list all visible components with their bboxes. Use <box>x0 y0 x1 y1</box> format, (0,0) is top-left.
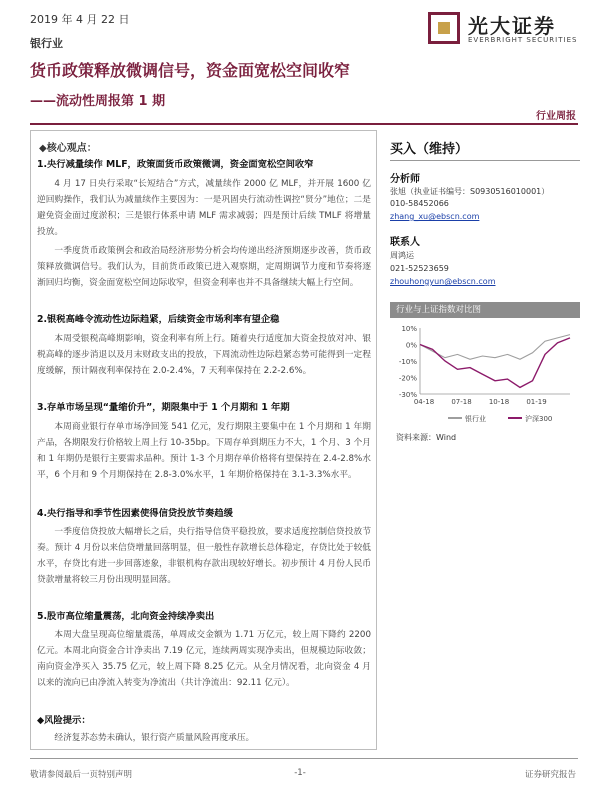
sector-label: 银行业 <box>30 37 63 50</box>
report-date: 2019 年 4 月 22 日 <box>30 13 130 26</box>
section-heading-2: 2.银税高峰令流动性边际趋紧，后续资金市场利率有望企稳 <box>37 314 280 325</box>
risk-text: 经济复苏态势未确认，银行资产质量风险再度承压。 <box>54 733 255 743</box>
section-1-paragraph-1: 4 月 17 日央行采取“长短结合”方式，减量续作 2000 亿 MLF，并开展 1600 亿逆回购操作，我们认为减量续作主要因为：一是巩固央行流动性调控“贤分”地位；二是避免资金面过度淤积；三是银行体系申请 MLF 需求减弱；四是预计后续 TMLF 将增量投放。 <box>37 179 371 237</box>
section-heading-5: 5.股市高位缩量震荡，北向资金持续净卖出 <box>37 611 215 622</box>
chart-source: 资料来源：Wind <box>396 433 457 442</box>
analyst-heading: 分析师 <box>390 174 420 185</box>
contact-heading: 联系人 <box>390 237 420 248</box>
chart-x-tick-label: 01-19 <box>526 398 547 406</box>
contact-name: 周鸿运 <box>390 251 414 260</box>
chart-y-tick-label: 0% <box>405 341 417 350</box>
footer-report-label: 证券研究报告 <box>524 770 576 780</box>
risk-label: ◆风险提示： <box>37 715 91 726</box>
section-2-paragraph-1: 本周受银税高峰期影响，资金利率有所上行。随着央行适度加大资金投放对冲、银税高峰的逐步消退以及月末财政支出的投放，下周流动性边际趋紧态势可能得到一定程度缓解，预计隔夜利率保持在 2.0-2.4%，7 天利率保持在 2.2-2.6%。 <box>37 334 371 376</box>
chart-x-tick-label: 04-18 <box>413 398 435 406</box>
core-views-box <box>30 130 377 750</box>
company-logo <box>428 10 578 50</box>
chart-x-tick-label: 10-18 <box>488 398 510 406</box>
analyst-email-link[interactable]: zhang_xu@ebscn.com <box>390 212 480 221</box>
section-5-paragraph-1: 本周大盘呈现高位缩量震荡，单周成交金额为 1.71 万亿元，较上周下降约 2200 亿元。本周北向资金合计净卖出 7.19 亿元，连续两周实现净卖出，但规模边际收敛；南向资金净买入 35.75 亿元，较上周下降 8.25 亿元。从全月情况看，北向资金 4 月以来的流向已由净流入转变为净流出（共计净流出：92.11 亿元）。 <box>37 630 371 688</box>
report-subtitle: ——流动性周报第 1 期 <box>30 94 166 109</box>
chart-series-line <box>420 338 570 388</box>
logo-english-text: EVERBRIGHT SECURITIES <box>468 36 578 44</box>
chart-series-line <box>420 335 570 360</box>
section-4-paragraph-1: 一季度信贷投放大幅增长之后，央行指导信贷平稳投放，要求适度控制信贷投放节奏。预计 4 月份以来信贷增量回落明显，但一般性存款增长总体稳定，存贷比处于较低水平，存贷比有进一步回落迹象，非银机构存款出现较好增长。初步预计 4 月份人民币贷款增量将较三月份出现明显回落。 <box>37 527 371 585</box>
analyst-phone: 010-58452066 <box>390 199 449 208</box>
section-3-paragraph-1: 本周商业银行存单市场净回笼 541 亿元，发行期限主要集中在 1 个月期和 1 年期产品，各期限发行价格较上周上行 10-35bp。下周存单到期压力不大，1 个月、3 个月和 1 年期仍是银行主要需求品种。预计 1-3 个月期存单价格将有望保持在 2.4-2.8%水平，6 个月和 9 个月期保持在 2.8-3.0%水平，1 年期价格保持在 3.1-3.3%水平。 <box>37 422 371 480</box>
header-divider <box>30 123 578 125</box>
chart-x-tick-label: 07-18 <box>451 398 472 406</box>
logo-mark-icon <box>428 12 460 44</box>
page-number: -1- <box>294 768 306 778</box>
footer-divider <box>30 758 578 759</box>
contact-email-link[interactable]: zhouhongyun@ebscn.com <box>390 277 496 286</box>
chart-y-tick-label: -10% <box>398 358 417 366</box>
analyst-name: 张旭（执业证书编号：S0930516010001） <box>390 187 550 196</box>
section-heading-3: 3.存单市场呈现“量缩价升”，期限集中于 1 个月期和 1 年期 <box>37 402 290 413</box>
report-title: 货币政策释放微调信号，资金面宽松空间收窄 <box>30 61 351 80</box>
rating-label: 买入（维持） <box>390 142 469 157</box>
section-heading-4: 4.央行指导和季节性因素使得信贷投放节奏趋缓 <box>37 508 233 519</box>
contact-phone: 021-52523659 <box>390 264 449 273</box>
chart-legend-label: 银行业 <box>465 415 486 423</box>
section-1-paragraph-2: 一季度货币政策例会和政治局经济形势分析会均传递出经济预期逐步改善，货币政策释放微调信号。我们认为，目前货币政策已进入观察期，定周期调节力度和节奏将逐渐回归均衡，资金面宽松空间边际收窄，但资金利率也并不具备继续大幅上行空间。 <box>37 246 371 288</box>
logo-chinese-text: 光大证券 <box>468 14 556 38</box>
chart-legend-label: 沪深300 <box>525 415 553 423</box>
chart-y-tick-label: 10% <box>401 325 417 333</box>
comparison-chart <box>390 322 580 430</box>
report-type-label: 行业周报 <box>536 111 576 122</box>
rating-divider <box>390 160 580 161</box>
section-heading-1: 1.央行减量续作 MLF，政策面货币政策微调，资金面宽松空间收窄 <box>37 159 314 170</box>
footer-disclaimer: 敬请参阅最后一页特别声明 <box>30 770 133 780</box>
chart-title: 行业与上证指数对比图 <box>390 302 580 318</box>
chart-y-tick-label: -20% <box>398 374 417 383</box>
chart-y-tick-label: -30% <box>398 391 417 399</box>
core-views-label: ◆核心观点： <box>39 143 97 154</box>
